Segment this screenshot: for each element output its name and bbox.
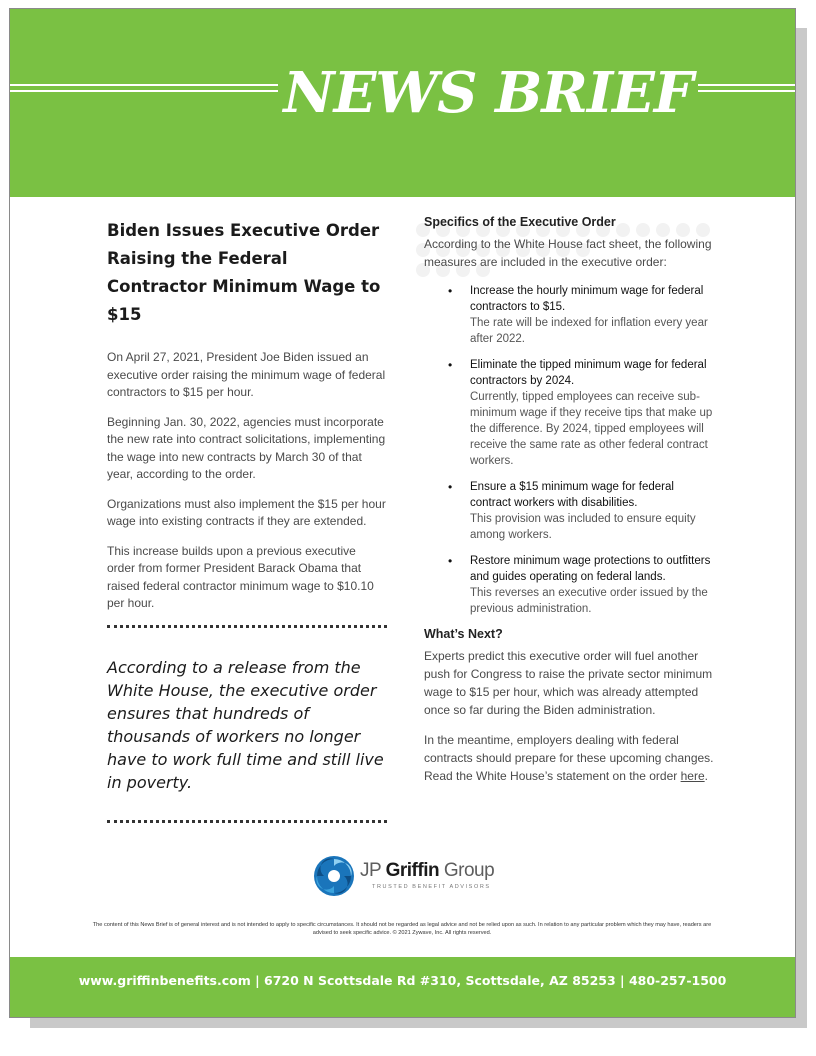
bullet-detail: The rate will be indexed for inflation every year after 2022. xyxy=(470,317,708,345)
header-title: NEWS BRIEF xyxy=(283,60,693,126)
company-logo xyxy=(312,854,502,896)
whats-next-heading: What’s Next? xyxy=(424,627,503,641)
pull-quote: According to a release from the White House, the executive order ensures that hundreds of thousands of workers no longer have to work full time and still live in poverty. xyxy=(107,657,384,792)
page-shadow-right xyxy=(796,28,807,1028)
header-rule xyxy=(10,84,278,86)
bullet-lead: Increase the hourly minimum wage for federal contractors to $15. xyxy=(470,285,704,313)
article-paragraph: Beginning Jan. 30, 2022, agencies must incorporate the new rate into contract solicitations, implementing the wage into new contracts by March 30 of that year, according to the order. xyxy=(107,414,386,481)
bullet-lead: Eliminate the tipped minimum wage for federal contractors by 2024. xyxy=(470,359,707,387)
bullet-icon: • xyxy=(448,358,453,372)
whats-next-paragraph xyxy=(424,731,714,785)
statement-link[interactable]: here xyxy=(680,769,705,783)
whats-next-paragraph: Experts predict this executive order will fuel another push for Congress to raise the private sector minimum wage to $15 per hour, which was already attempted once so far during the Biden administration. xyxy=(424,649,713,717)
header-rule xyxy=(698,90,795,92)
bullet-detail: Currently, tipped employees can receive sub-minimum wage if they receive tips that make up the difference. By 2024, tipped employees will receive the same rate as other federal contract workers. xyxy=(470,391,713,467)
legal-disclaimer: The content of this News Brief is of general interest and is not intended to apply to specific circumstances. It should not be regarded as legal advice and not be relied upon as such. In relation to any particular problem which they may have, readers are advised to seek specific advice. © 2021 Zywave, Inc. All rights reserved. xyxy=(92,922,712,936)
left-column xyxy=(107,217,387,823)
bullet-icon: • xyxy=(448,284,453,298)
article-paragraph: Organizations must also implement the $15 per hour wage into existing contracts if they are extended. xyxy=(107,496,386,528)
bullet-icon: • xyxy=(448,480,453,494)
bullet-lead: Ensure a $15 minimum wage for federal contract workers with disabilities. xyxy=(470,481,674,509)
bullet-lead: Restore minimum wage protections to outfitters and guides operating on federal lands. xyxy=(470,555,711,583)
bullet-icon: • xyxy=(448,554,453,568)
list-item xyxy=(448,283,714,347)
paragraph-text: . xyxy=(704,769,708,783)
measures-list xyxy=(424,283,714,617)
article-paragraph: This increase builds upon a previous executive order from former President Barack Obama that raised federal contractor minimum wage to $10.10 per hour. xyxy=(107,543,374,610)
document-page xyxy=(9,8,796,1018)
footer-banner xyxy=(10,957,795,1017)
footer-contact: www.griffinbenefits.com | 6720 N Scottsdale Rd #310, Scottsdale, AZ 85253 | 480-257-1500 xyxy=(78,973,727,988)
page-shadow-bottom xyxy=(30,1018,807,1028)
right-column xyxy=(424,215,714,797)
bullet-detail: This provision was included to ensure equity among workers. xyxy=(470,513,696,541)
specifics-intro: According to the White House fact sheet, the following measures are included in the executive order: xyxy=(424,237,712,269)
dotted-divider xyxy=(107,820,387,823)
logo-griffin: Griffin xyxy=(385,860,440,881)
list-item xyxy=(448,553,714,617)
logo-wordmark xyxy=(360,860,494,882)
header-banner xyxy=(10,9,795,197)
header-rule xyxy=(10,90,278,92)
bullet-detail: This reverses an executive order issued by the previous administration. xyxy=(470,587,708,615)
specifics-heading: Specifics of the Executive Order xyxy=(424,215,616,229)
logo-group: Group xyxy=(439,860,495,881)
article-headline: Biden Issues Executive Order Raising the Federal Contractor Minimum Wage to $15 xyxy=(107,221,381,324)
logo-tagline: TRUSTED BENEFIT ADVISORS xyxy=(372,884,491,890)
logo-jp: JP xyxy=(360,860,386,881)
list-item xyxy=(448,479,714,543)
header-rule xyxy=(698,84,795,86)
griffin-swirl-icon xyxy=(312,854,356,898)
list-item xyxy=(448,357,714,469)
article-paragraph: On April 27, 2021, President Joe Biden issued an executive order raising the minimum wage of federal contractors to $15 per hour. xyxy=(107,350,386,399)
paragraph-text: In the meantime, employers dealing with federal contracts should prepare for these upcoming changes. Read the White House’s statement on the order xyxy=(424,733,714,783)
